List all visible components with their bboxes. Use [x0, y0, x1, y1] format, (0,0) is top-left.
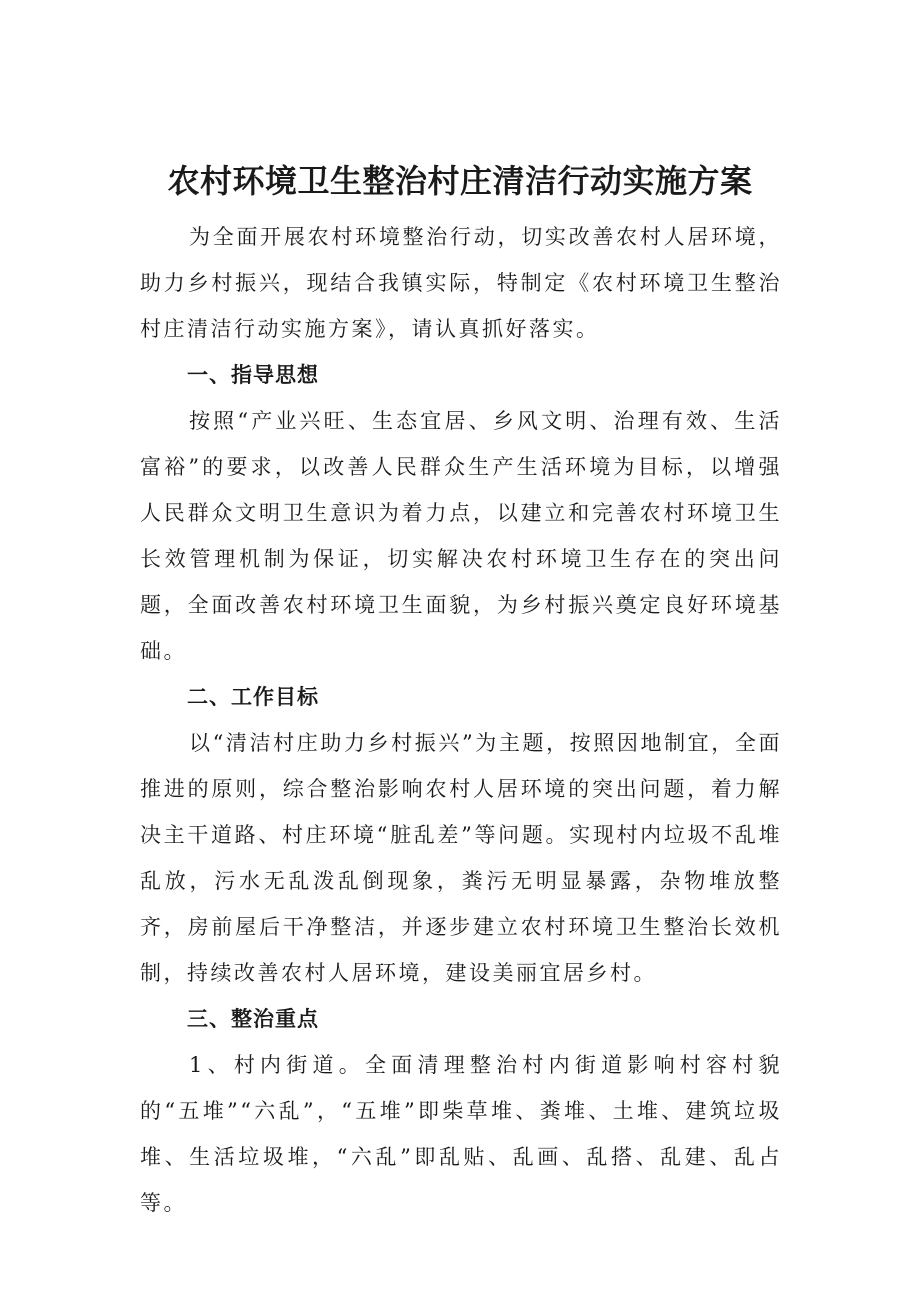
document-body: [140, 214, 782, 1226]
section-body-work-goals: 以“清洁村庄助力乡村振兴”为主题，按照因地制宜，全面推进的原则，综合整治影响农村人居环境的突出问题，着力解决主干道路、村庄环境“脏乱差”等问题。实现村内垃圾不乱堆乱放，污水无乱泼乱倒现象，粪污无明显暴露，杂物堆放整齐，房前屋后干净整洁，并逐步建立农村环境卫生整治长效机制，持续改善农村人居环境，建设美丽宜居乡村。: [140, 731, 782, 985]
section-body-key-rectification: 1、村内街道。全面清理整治村内街道影响村容村貌的“五堆”“六乱”，“五堆”即柴草堆、粪堆、土堆、建筑垃圾堆、生活垃圾堆，“六乱”即乱贴、乱画、乱搭、乱建、乱占等。: [140, 1053, 782, 1215]
section-heading-work-goals: 二、工作目标: [187, 685, 319, 709]
section-heading-key-rectification: 三、整治重点: [187, 1007, 319, 1031]
document-title: 农村环境卫生整治村庄清洁行动实施方案: [167, 162, 753, 201]
section-heading-guiding-ideology: 一、指导思想: [187, 363, 319, 387]
section-body-guiding-ideology: 按照“产业兴旺、生态宜居、乡风文明、治理有效、生活富裕”的要求，以改善人民群众生产生活环境为目标，以增强人民群众文明卫生意识为着力点，以建立和完善农村环境卫生长效管理机制为保证，切实解决农村环境卫生存在的突出问题，全面改善农村环境卫生面貌，为乡村振兴奠定良好环境基础。: [140, 409, 782, 663]
intro-paragraph: 为全面开展农村环境整治行动，切实改善农村人居环境，助力乡村振兴，现结合我镇实际，特制定《农村环境卫生整治村庄清洁行动实施方案》，请认真抓好落实。: [140, 225, 782, 341]
